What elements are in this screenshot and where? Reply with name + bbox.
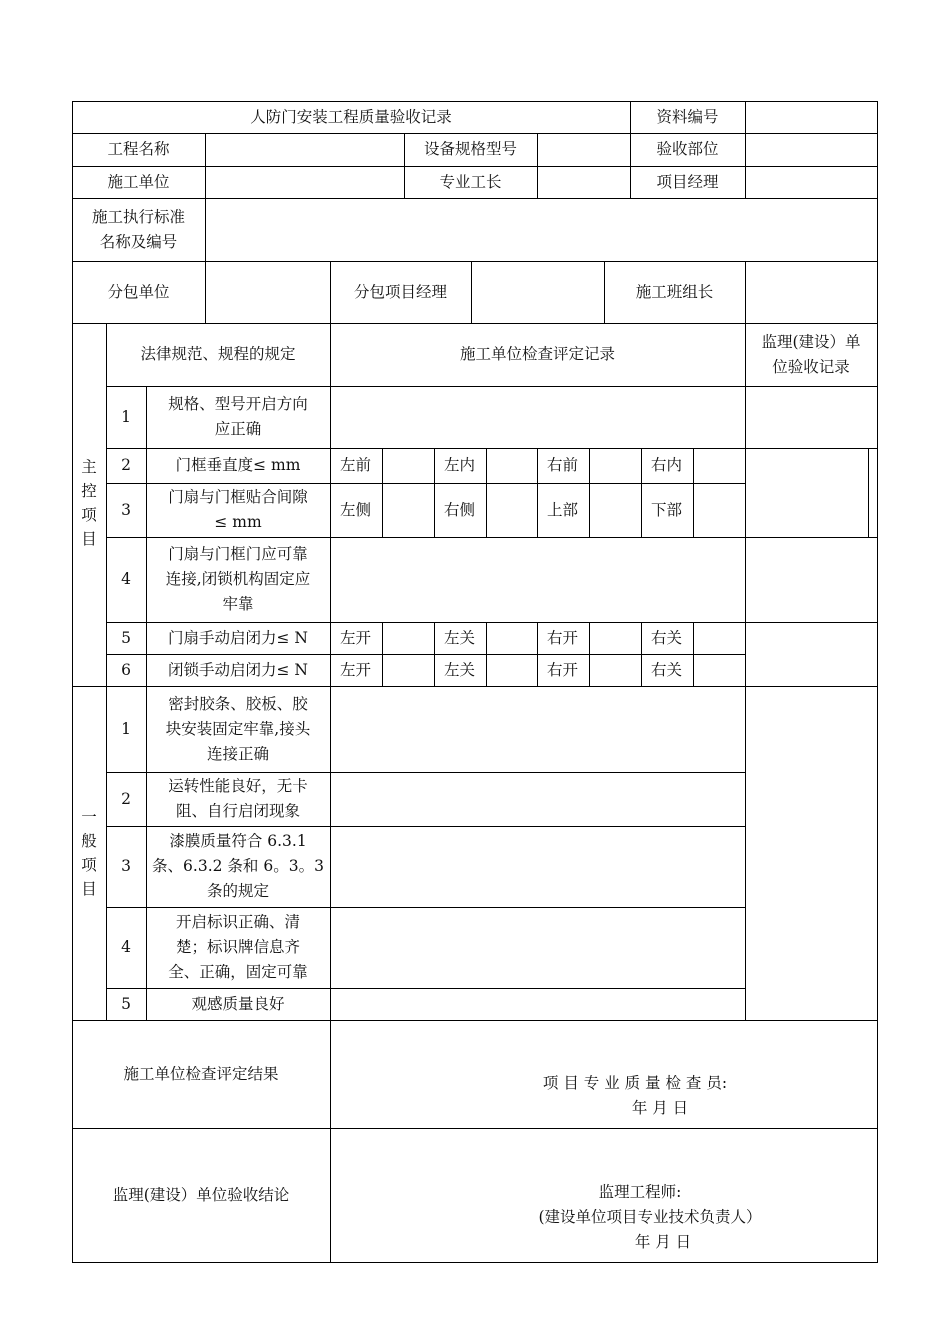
requirement-line: 条的规定	[206, 882, 269, 900]
item-no: 2	[121, 789, 131, 808]
measure-label: 左关	[444, 628, 476, 647]
requirement-line: 密封胶条、胶板、胶	[168, 694, 308, 713]
item-requirement: 门扇手动启闭力≤ N	[168, 628, 308, 647]
doc-no-field[interactable]	[745, 101, 877, 133]
item-requirement	[146, 537, 330, 622]
project-name-label: 工程名称	[107, 140, 170, 158]
result-label: 施工单位检查评定结果	[123, 1064, 279, 1083]
subcontractor-label: 分包单位	[107, 282, 170, 301]
requirement-line: 开启标识正确、清	[175, 913, 300, 931]
item-no: 3	[121, 857, 131, 875]
measure-label: 左前	[340, 456, 372, 474]
measure-label: 右侧	[444, 500, 476, 519]
item-requirement	[146, 386, 330, 448]
standard-label-line: 施工执行标准	[91, 207, 185, 226]
project-manager-field[interactable]	[745, 166, 877, 198]
standard-label-line: 名称及编号	[99, 232, 178, 251]
conclusion-label: 监理(建设）单位验收结论	[112, 1185, 290, 1204]
standard-field[interactable]	[205, 198, 877, 261]
requirement-line: 条、6.3.2 条和 6。3。3	[152, 857, 324, 875]
requirement-line: ≤ mm	[214, 513, 262, 531]
measure-label: 右开	[547, 628, 579, 647]
item-requirement	[146, 483, 330, 537]
check-record-field[interactable]	[330, 907, 745, 988]
foreman-label: 专业工长	[439, 172, 502, 191]
team-leader-label: 施工班组长	[635, 282, 714, 301]
grid-line	[868, 448, 869, 537]
owner-rep-signature: (建设单位项目专业技术负责人）	[538, 1207, 762, 1226]
label-char: 般	[81, 832, 97, 850]
label-char: 目	[81, 530, 97, 548]
grid-line	[486, 622, 487, 686]
subcontractor-field[interactable]	[205, 261, 330, 323]
grid-line	[486, 448, 487, 537]
check-record-field[interactable]	[330, 988, 745, 1020]
regulation-header: 法律规范、规程的规定	[140, 345, 296, 363]
grid-line	[589, 622, 590, 686]
check-record-field[interactable]	[330, 386, 745, 448]
measure-label: 右内	[651, 456, 683, 474]
item-no: 2	[121, 456, 131, 474]
measure-label: 右关	[651, 660, 683, 679]
construction-unit-label: 施工单位	[107, 172, 170, 191]
item-requirement	[146, 772, 330, 826]
requirement-line: 楚；标识牌信息齐	[175, 938, 300, 956]
requirement-line: 漆膜质量符合 6.3.1	[169, 832, 307, 850]
main-control-label	[72, 448, 106, 558]
item-requirement	[146, 686, 330, 772]
measure-label: 下部	[651, 500, 683, 519]
supervision-header-line: 位验收记录	[772, 357, 850, 376]
measure-label: 左内	[444, 456, 476, 474]
item-no: 1	[121, 407, 131, 426]
form-title: 人防门安装工程质量验收记录	[250, 107, 452, 126]
item-requirement: 观感质量良好	[191, 994, 285, 1013]
requirement-line: 规格、型号开启方向	[168, 395, 308, 413]
requirement-line: 运转性能良好，无卡	[168, 777, 308, 795]
item-no: 5	[121, 628, 131, 647]
measure-label: 右关	[651, 628, 683, 647]
requirement-line: 连接,闭锁机构固定应	[165, 570, 311, 588]
measure-label: 左侧	[340, 500, 372, 519]
measure-label: 右开	[547, 660, 579, 679]
conclusion-date: 年 月 日	[634, 1232, 692, 1251]
check-record-field[interactable]	[330, 772, 745, 826]
item-no: 4	[121, 570, 131, 588]
engineer-signature: 监理工程师:	[598, 1182, 682, 1201]
item-requirement	[146, 826, 330, 907]
label-char: 主	[81, 458, 97, 476]
requirement-line: 门扇与门框贴合间隙	[168, 488, 308, 506]
project-manager-label: 项目经理	[656, 172, 719, 191]
check-record-field[interactable]	[330, 686, 745, 772]
item-no: 5	[121, 994, 131, 1013]
label-char: 项	[81, 506, 97, 524]
inspector-signature: 项 目 专 业 质 量 检 查 员:	[542, 1073, 728, 1092]
acceptance-part-label: 验收部位	[656, 140, 719, 158]
grid-line	[745, 686, 746, 1020]
sub-pm-label: 分包项目经理	[353, 282, 447, 301]
label-char: 控	[81, 482, 97, 500]
item-requirement: 门框垂直度≤ mm	[175, 456, 301, 474]
item-no: 4	[121, 938, 131, 956]
supervision-header-line: 监理(建设）单	[761, 332, 861, 351]
project-name-field[interactable]	[205, 133, 404, 166]
grid-line	[589, 448, 590, 537]
equipment-model-label: 设备规格型号	[423, 140, 517, 158]
standard-label	[72, 198, 205, 261]
grid-line	[693, 622, 694, 686]
supervision-header	[745, 323, 877, 386]
label-char: 目	[81, 880, 97, 898]
foreman-field[interactable]	[537, 166, 630, 198]
team-leader-field[interactable]	[745, 261, 877, 323]
requirement-line: 牢靠	[222, 595, 254, 613]
general-items-label	[72, 801, 106, 905]
grid-line	[877, 101, 878, 1263]
check-record-header: 施工单位检查评定记录	[459, 345, 615, 363]
check-record-field[interactable]	[330, 826, 745, 907]
grid-line	[382, 448, 383, 537]
grid-line	[72, 1262, 878, 1263]
requirement-line: 门扇与门框门应可靠	[168, 545, 308, 563]
measure-label: 右前	[547, 456, 579, 474]
check-record-field[interactable]	[330, 537, 745, 622]
measure-label: 左开	[340, 628, 372, 647]
requirement-line: 应正确	[214, 420, 262, 438]
measure-label: 左开	[340, 660, 372, 679]
equipment-model-field[interactable]	[537, 133, 630, 166]
grid-line	[693, 448, 694, 537]
requirement-line: 连接正确	[206, 744, 269, 763]
result-date: 年 月 日	[631, 1098, 689, 1117]
measure-label: 左关	[444, 660, 476, 679]
grid-line	[382, 622, 383, 686]
item-requirement: 闭锁手动启闭力≤ N	[168, 660, 308, 679]
item-no: 1	[121, 719, 131, 738]
label-char: 一	[81, 808, 97, 826]
measure-label: 上部	[547, 500, 579, 519]
label-char: 项	[81, 856, 97, 874]
construction-unit-field[interactable]	[205, 166, 404, 198]
acceptance-part-field[interactable]	[745, 133, 877, 166]
doc-no-label: 资料编号	[656, 107, 719, 126]
item-no: 3	[121, 500, 131, 519]
requirement-line: 块安装固定牢靠,接头	[165, 719, 311, 738]
sub-pm-field[interactable]	[471, 261, 604, 323]
item-requirement	[146, 907, 330, 988]
requirement-line: 全、正确，固定可靠	[168, 963, 308, 981]
requirement-line: 阻、自行启闭现象	[175, 802, 300, 820]
item-no: 6	[121, 660, 131, 679]
